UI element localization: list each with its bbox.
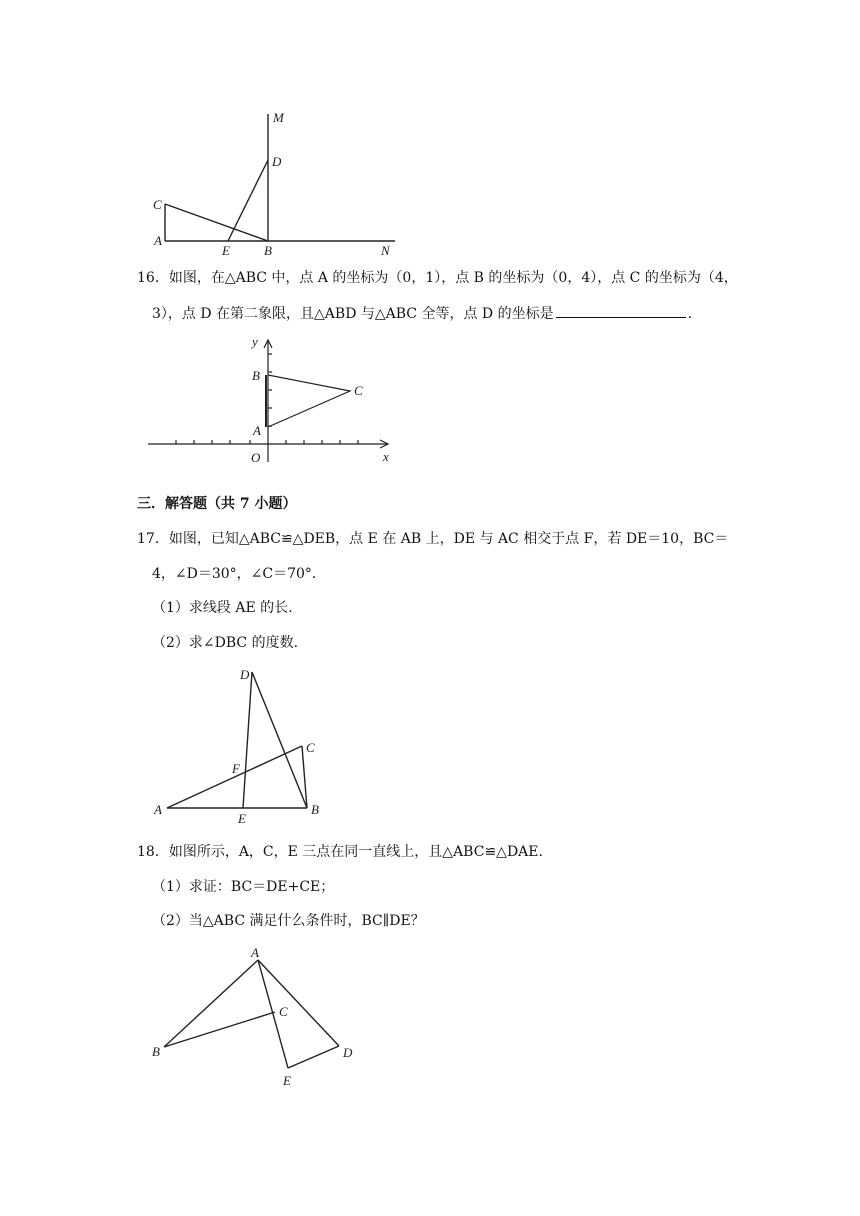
q17-line1: 17．如图，已知△ABC≌△DEB，点 E 在 AB 上，DE 与 AC 相交于点 F，若 DE＝10，BC＝ <box>137 531 729 547</box>
label-D: D <box>240 667 250 682</box>
label-B: B <box>311 802 319 817</box>
label-D: D <box>272 154 282 169</box>
label-C: C <box>279 1004 288 1019</box>
label-C: C <box>153 197 162 212</box>
label-B: B <box>264 243 272 258</box>
label-O: O <box>251 450 261 465</box>
label-N: N <box>381 243 390 258</box>
label-A: A <box>253 423 261 438</box>
q16-line2-end: . <box>687 306 693 322</box>
q17-line2: 4，∠D＝30°，∠C＝70°． <box>152 566 326 582</box>
label-C: C <box>306 740 315 755</box>
label-A: A <box>154 233 162 248</box>
q16-line1: 16．如图，在△ABC 中，点 A 的坐标为（0，1），点 B 的坐标为（0，4），点 C 的坐标为（4， <box>137 270 738 286</box>
section-title: 三．解答题（共 7 小题） <box>137 496 297 512</box>
label-y: y <box>252 334 258 349</box>
q18-line1: 18．如图所示，A，C，E 三点在同一直线上，且△ABC≌△DAE. <box>137 844 543 860</box>
label-x: x <box>383 449 389 464</box>
q17-part1: （1）求线段 AE 的长. <box>152 600 293 616</box>
q18-part2: （2）当△ABC 满足什么条件时，BC∥DE？ <box>152 913 425 929</box>
label-M: M <box>273 110 284 125</box>
label-D: D <box>343 1045 353 1060</box>
label-E: E <box>222 243 230 258</box>
label-B: B <box>152 1044 160 1059</box>
label-E: E <box>238 811 246 826</box>
q17-part2: （2）求∠DBC 的度数. <box>152 635 299 651</box>
q16-line2-text: 3），点 D 在第二象限，且△ABD 与△ABC 全等，点 D 的坐标是 <box>152 306 554 322</box>
label-A: A <box>154 802 162 817</box>
label-A: A <box>251 945 259 960</box>
label-E: E <box>283 1073 291 1088</box>
label-F: F <box>232 761 240 776</box>
label-B: B <box>252 368 260 383</box>
q18-part1: （1）求证：BC＝DE+CE； <box>152 879 335 895</box>
label-C: C <box>354 383 363 398</box>
